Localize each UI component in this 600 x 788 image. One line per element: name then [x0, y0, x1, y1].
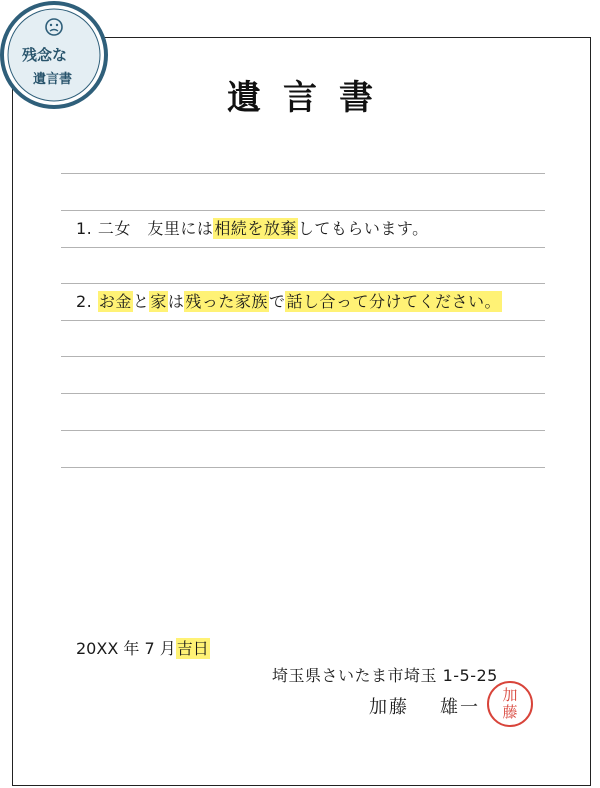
- signature-family-name: 加藤: [369, 697, 409, 718]
- highlighted-text: 話し合って分けてください。: [286, 292, 501, 311]
- ruled-line: [61, 247, 545, 248]
- document-title: 遺言書: [227, 78, 395, 118]
- hanko-seal: [487, 681, 533, 727]
- will-item-2: [76, 290, 502, 314]
- item-number: 1.: [76, 219, 93, 238]
- ruled-line: [61, 173, 545, 174]
- ruled-line: [61, 467, 545, 468]
- highlighted-text: 残った家族: [185, 292, 268, 311]
- ruled-line: [61, 283, 545, 284]
- item-number: 2.: [76, 292, 93, 311]
- highlighted-text: 吉日: [176, 639, 209, 658]
- ruled-line: [61, 393, 545, 394]
- signature-given-name: 雄一: [440, 697, 480, 718]
- document-date: [76, 636, 210, 659]
- badge-label: 残念な: [22, 46, 68, 64]
- highlighted-text: 相続を放棄: [214, 219, 297, 238]
- seal-char-bottom: 藤: [502, 703, 518, 721]
- will-item-1: [76, 217, 429, 241]
- address: 埼玉県さいたま市埼玉 1-5-25: [272, 666, 498, 685]
- badge-sublabel: 遺言書: [33, 72, 73, 87]
- date-text: 20XX 年 7 月: [76, 639, 176, 658]
- ruled-line: [61, 320, 545, 321]
- item-text: は: [167, 292, 185, 311]
- item-text: 二女 友里には: [97, 219, 214, 238]
- ruled-line: [61, 430, 545, 431]
- item-text: と: [132, 292, 150, 311]
- item-text: してもらいます。: [297, 219, 429, 238]
- seal-char-top: 加: [502, 686, 518, 704]
- item-text: で: [268, 292, 286, 311]
- ruled-line: [61, 210, 545, 211]
- highlighted-text: お金: [98, 292, 132, 311]
- highlighted-text: 家: [150, 292, 167, 311]
- ruled-line: [61, 356, 545, 357]
